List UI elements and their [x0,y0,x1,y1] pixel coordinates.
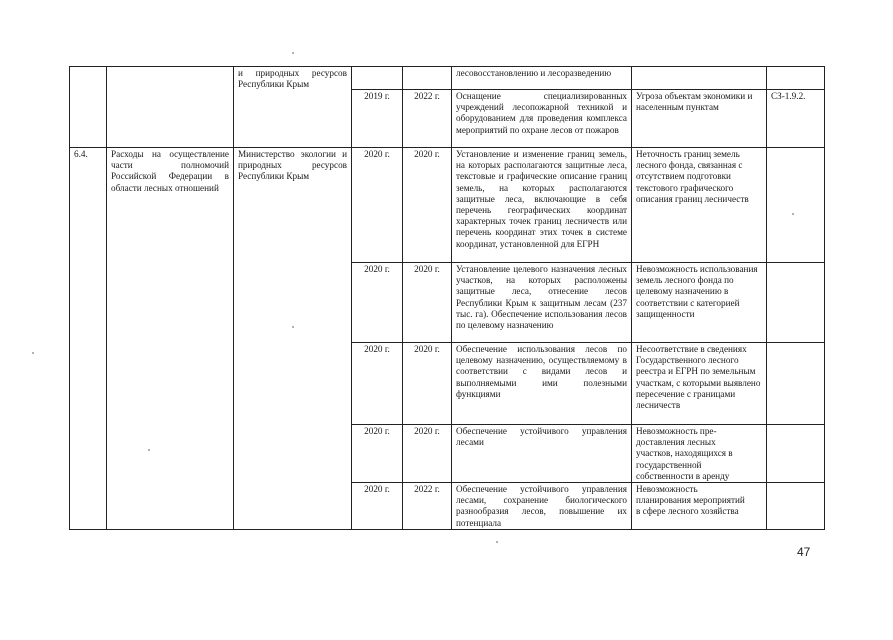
end-year-text: 2022 г. [414,484,440,495]
measure-text: лесовосстановлению и лесоразведению [456,68,612,78]
cell-start-year [352,263,403,343]
risk-text: Невозможность планирования мероприятий в сфере лесного хозяйства [636,484,745,517]
cell-start-year [352,90,403,148]
executor-text: Министерство экологии и природных ресурсов Республики Крым [238,149,347,182]
risk-code-text: СЗ-1.9.2. [771,91,806,101]
page-number: 47 [797,545,811,559]
cell-end-year [403,67,452,90]
cell-risk [632,343,767,425]
end-year-text: 2020 г. [414,149,440,159]
cell-end-year [403,90,452,148]
scan-speck [292,326,294,328]
cell-risk [632,483,767,530]
cell-code [767,90,825,148]
cell-measure [452,425,632,483]
measure-text: Установление и изменение границ земель, на которых располагаются защитные леса, текстовые и графические описание границ земель, на которых располагаются защитные леса, включающие в себя перечень географических координат характерных точек границ лесничеств или перечень координат этих точек в системе координат, установленной для ЕГРН [456,149,627,249]
cell-risk [632,425,767,483]
cell-measure [452,67,632,90]
table-row [70,148,825,263]
start-year-text: 2020 г. [364,426,390,436]
cell-start-year [352,425,403,483]
start-year-text: 2020 г. [364,344,390,354]
cell-end-year [403,148,452,263]
cell-start-year [352,343,403,425]
cell-end-year [403,343,452,425]
scan-speck [148,449,150,451]
start-year-text: 2020 г. [364,484,390,495]
cell-number [70,67,107,148]
end-year-text: 2020 г. [414,264,440,274]
cell-expense-name [107,148,234,530]
cell-code [767,67,825,90]
cell-code [767,148,825,263]
section-number: 6.4. [74,149,88,159]
cell-code [767,483,825,530]
scan-speck [792,213,794,215]
scan-speck [292,52,294,54]
risk-text: Невозможность использования земель лесного фонда по целевому назначению в соответствии с категорией защищенности [636,264,758,319]
risk-text: Несоответствие в сведениях Государственного лесного реестра и ЕГРН по земельным участкам, с которыми выявлено пересечение с границами лесничеств [636,344,761,411]
start-year-text: 2020 г. [364,149,390,159]
cell-code [767,425,825,483]
end-year-text: 2022 г. [414,91,440,101]
risk-text: Невозможность пре- доставления лесных участков, находящихся в государственной собственности в аренду [636,426,733,481]
cell-start-year [352,483,403,530]
cell-end-year [403,263,452,343]
cell-measure [452,483,632,530]
end-year-text: 2020 г. [414,344,440,354]
measure-text: Установление целевого назначения лесных участков, на которых расположены защитные леса, отнесение лесов Республики Крым к защитным лесам (237 тыс. га). Обеспечение использования лесов по целевому назначению [456,264,627,331]
risk-text: Неточность границ земель лесного фонда, связанная с отсутствием подготовки текстового графического описания границ лесничеств [636,149,749,204]
cell-risk [632,263,767,343]
risk-text: Угроза объектам экономики и населенным пунктам [636,91,753,113]
executor-text: и природных ресурсов Республики Крым [238,68,347,90]
cell-measure [452,263,632,343]
measure-text: Обеспечение устойчивого управления лесами, сохранение биологического разнообразия лесов, повышение их потенциала [456,484,627,528]
cell-code [767,343,825,425]
cell-code [767,263,825,343]
end-year-text: 2020 г. [414,426,440,436]
cell-executor [234,67,352,148]
cell-measure [452,90,632,148]
table-row [70,67,825,90]
cell-risk [632,67,767,90]
cell-end-year [403,425,452,483]
cell-measure [452,148,632,263]
cell-end-year [403,483,452,530]
measure-text: Оснащение специализированных учреждений лесопожарной техникой и оборудованием для проведения комплекса мероприятий по охране лесов от пожаров [456,91,627,135]
cell-risk [632,90,767,148]
cell-executor [234,148,352,530]
document-table [69,66,825,530]
section-name: Расходы на осуществление части полномочий Российской Федерации в области лесных отношений [111,149,229,193]
cell-expense-name [107,67,234,148]
scan-speck [32,352,34,354]
cell-risk [632,148,767,263]
start-year-text: 2019 г. [364,91,390,101]
cell-start-year [352,148,403,263]
cell-number [70,148,107,530]
scan-speck [496,541,498,543]
cell-measure [452,343,632,425]
measure-text: Обеспечение использования лесов по целевому назначению, осуществляемому в соответствии с видами лесов и выполняемыми ими полезными функциями [456,344,627,399]
measure-text: Обеспечение устойчивого управления лесами [456,426,627,448]
start-year-text: 2020 г. [364,264,390,274]
cell-start-year [352,67,403,90]
